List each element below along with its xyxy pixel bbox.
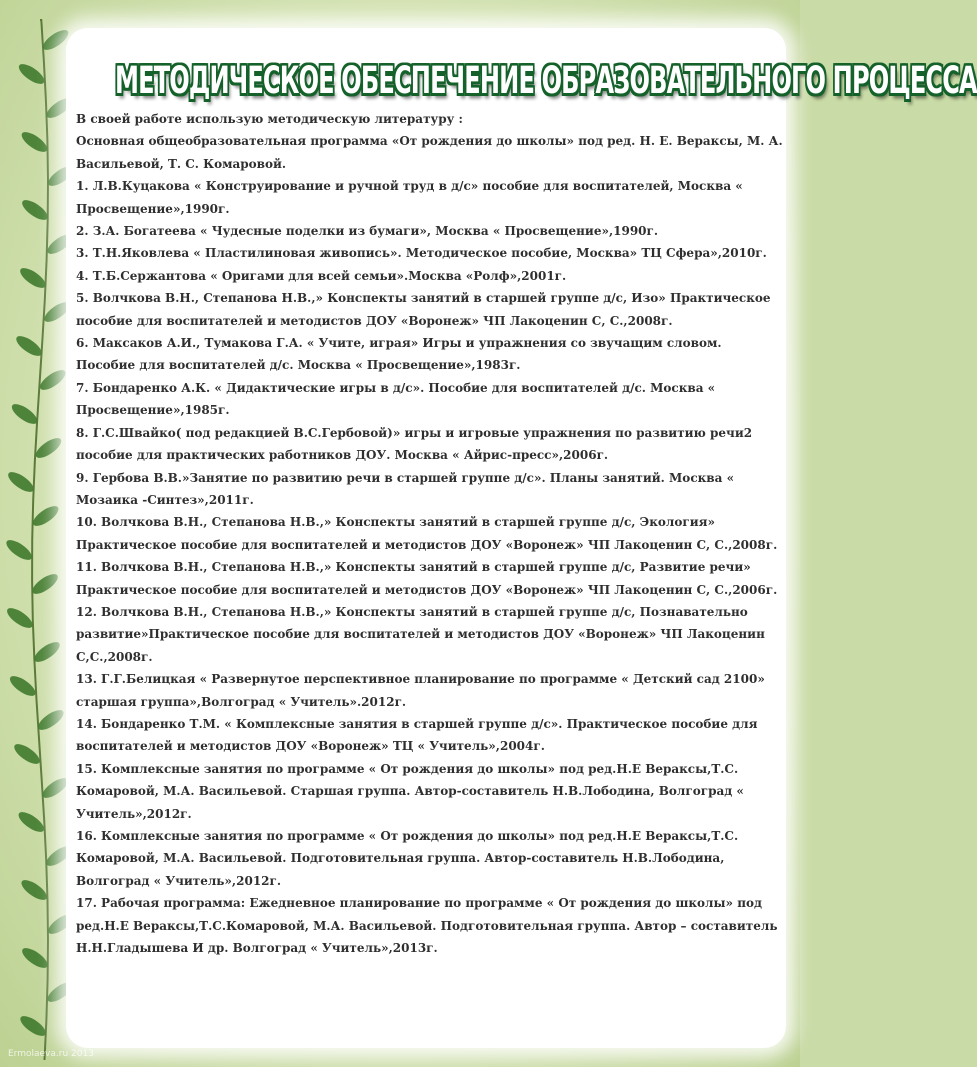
leaf-shape <box>35 706 66 733</box>
literature-item: 15. Комплексные занятия по программе « От рождения до школы» под ред.Н.Е Вераксы,Т.С. Комаровой, М.А. Васильевой. Старшая группа. Автор-составитель Н.В.Лободина, Волгоград « Учитель»,2012г. <box>76 761 744 821</box>
literature-item: 7. Бондаренко А.К. « Дидактические игры в д/с». Пособие для воспитателей д/с. Москва « Просвещение»,1985г. <box>76 380 716 418</box>
literature-item: 2. З.А. Богатеева « Чудесные поделки из бумаги», Москва « Просвещение»,1990г. <box>76 224 659 239</box>
leaf-shape <box>17 264 48 291</box>
leaf-shape <box>9 400 40 427</box>
leaf-shape <box>18 876 49 903</box>
leaf-shape <box>19 944 50 971</box>
literature-items <box>76 175 784 959</box>
leaf-shape <box>29 570 60 597</box>
literature-item: 9. Гербова В.В.»Занятие по развитию речи в старшей группе д/с». Планы занятий. Москва « Мозаика -Синтез»,2011г. <box>76 470 735 507</box>
literature-item: 17. Рабочая программа: Ежедневное планирование по программе « От рождения до школы» под ред.Н.Е Вераксы,Т.С.Комаровой, М.А. Васильевой. Подготовительная группа. Автор – составитель Н.Н.Гладышева И др. Волгоград « Учитель»,2013г. <box>76 896 778 956</box>
literature-item: 1. Л.В.Куцакова « Конструирование и ручной труд в д/с» пособие для воспитателей, Москва « Просвещение»,1990г. <box>76 179 743 216</box>
literature-item: 3. Т.Н.Яковлева « Пластилиновая живопись». Методическое пособие, Москва» ТЦ Сфера»,2010г. <box>76 246 767 261</box>
leaf-shape <box>17 1012 48 1039</box>
leaf-shape <box>13 332 44 359</box>
literature-item: 10. Волчкова В.Н., Степанова Н.В.,» Конспекты занятий в старшей группе д/с, Экология» Практическое пособие для воспитателей и методистов ДОУ «Воронеж» ЧП Лакоценин С, С.,2008г. <box>76 515 778 552</box>
leaf-shape <box>30 502 61 529</box>
leaf-shape <box>19 128 50 155</box>
leaf-shape <box>11 740 42 767</box>
leaf-shape <box>4 604 35 631</box>
literature-item: 5. Волчкова В.Н., Степанова Н.В.,» Конспекты занятий в старшей группе д/с, Изо» Практическое пособие для воспитателей и методистов ДОУ «Воронеж» ЧП Лакоценин С, С.,2008г. <box>76 291 771 328</box>
leaf-shape <box>33 434 64 461</box>
intro-text: В своей работе использую методическую литературу : <box>76 112 463 126</box>
leaf-shape <box>16 60 47 87</box>
watermark: Ermolaeva.ru 2013 <box>8 1049 94 1059</box>
literature-item: 16. Комплексные занятия по программе « От рождения до школы» под ред.Н.Е Вераксы,Т.С. Комаровой, М.А. Васильевой. Подготовительная группа. Автор-составитель Н.В.Лободина, Волгоград « Учитель»,2012г. <box>76 829 739 888</box>
literature-item: 8. Г.С.Швайко( под редакцией В.С.Гербовой)» игры и игровые упражнения по развитию речи2 пособие для практических работников ДОУ. Москва « Айрис-пресс»,2006г. <box>76 425 753 463</box>
leaf-shape <box>31 638 62 665</box>
literature-item: 12. Волчкова В.Н., Степанова Н.В.,» Конспекты занятий в старшей группе д/с, Познавательно развитие»Практическое пособие для воспитателей и методистов ДОУ «Воронеж» ЧП Лакоценин С,С.,2008г. <box>76 604 765 664</box>
literature-item: 6. Максаков А.И., Тумакова Г.А. « Учите, играя» Игры и упражнения со звучащим словом. Пособие для воспитателей д/с. Москва « Просвещение»,1983г. <box>76 336 722 373</box>
literature-item: 11. Волчкова В.Н., Степанова Н.В.,» Конспекты занятий в старшей группе д/с, Развитие речи» Практическое пособие для воспитателей и методистов ДОУ «Воронеж» ЧП Лакоценин С, С.,2006г. <box>76 560 778 597</box>
literature-item: 13. Г.Г.Белицкая « Развернутое перспективное планирование по программе « Детский сад 2100» старшая группа»,Волгоград « Учитель».2012г. <box>76 672 765 709</box>
literature-item: 14. Бондаренко Т.М. « Комплексные занятия в старшей группе д/с». Практическое пособие для воспитателей и методистов ДОУ «Воронеж» ТЦ « Учитель»,2004г. <box>76 716 758 754</box>
leaf-shape <box>19 196 50 223</box>
literature-item: 4. Т.Б.Сержантова « Оригами для всей семьи».Москва «Ролф»,2001г. <box>76 268 567 283</box>
leaf-shape <box>3 536 34 563</box>
leaf-shape <box>5 468 36 495</box>
leaf-shape <box>16 808 47 835</box>
leaf-shape <box>37 366 68 393</box>
literature-list <box>76 108 784 959</box>
leaf-shape <box>7 672 38 699</box>
program-text: Основная общеобразовательная программа «От рождения до школы» под ред. Н. Е. Вераксы, М. А. Васильевой, Т. С. Комаровой. <box>76 134 783 171</box>
page-title: МЕТОДИЧЕСКОЕ ОБЕСПЕЧЕНИЕ ОБРАЗОВАТЕЛЬНОГО ПРОЦЕССА <box>115 58 977 103</box>
